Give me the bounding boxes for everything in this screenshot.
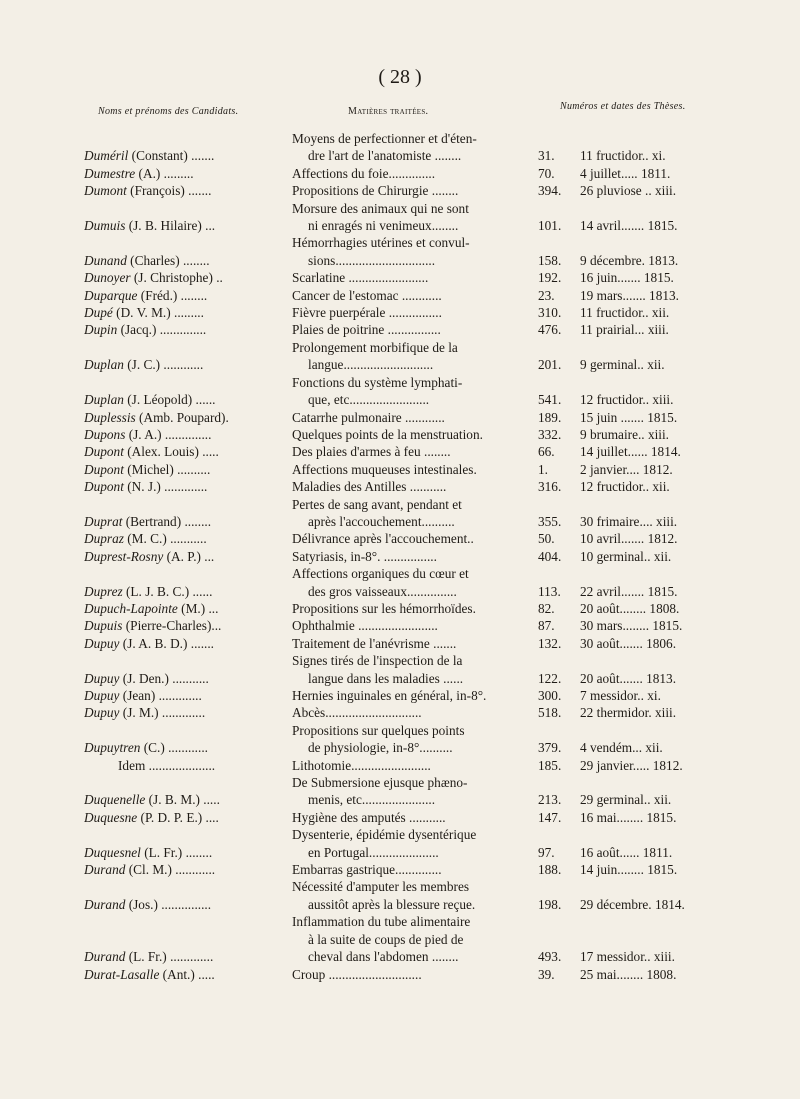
thesis-date: 9 germinal.. xii.	[580, 357, 665, 373]
candidate-surname: Duplan	[84, 357, 124, 373]
subject-line: Maladies des Antilles ...........	[292, 479, 447, 495]
subject-treated	[288, 339, 530, 374]
thesis-date: 16 juin....... 1815.	[580, 270, 674, 286]
subject-treated	[288, 165, 530, 182]
candidate-name	[84, 200, 288, 235]
candidate-name	[84, 339, 288, 374]
thesis-number: 39.	[538, 966, 555, 982]
candidate-name	[84, 165, 288, 182]
subject-line: dre l'art de l'anatomiste ........	[308, 148, 462, 164]
candidate-surname: Dumuis	[84, 218, 126, 234]
thesis-date: 11 fructidor.. xii.	[580, 305, 670, 321]
subject-line: Scarlatine ........................	[292, 270, 429, 286]
thesis-table	[84, 130, 740, 983]
table-row	[84, 774, 740, 809]
header-names: Noms et prénoms des Candidats.	[98, 106, 239, 117]
subject-line: De Submersione ejusque phæno-	[292, 775, 468, 791]
thesis-number: 122.	[538, 670, 562, 686]
candidate-name	[84, 635, 288, 652]
thesis-date: 14 juillet...... 1814.	[580, 444, 681, 460]
subject-treated	[288, 704, 530, 721]
thesis-number: 192.	[538, 270, 562, 286]
subject-line: Hémorrhagies utérines et convul-	[292, 235, 470, 251]
thesis-date: 29 germinal.. xii.	[580, 792, 672, 808]
subject-line: sions..............................	[308, 252, 436, 268]
subject-line: aussitôt après la blessure reçue.	[308, 896, 476, 912]
thesis-date: 30 août....... 1806.	[580, 635, 677, 651]
candidate-name	[84, 478, 288, 495]
subject-line: Affections muqueuses intestinales.	[292, 461, 477, 477]
subject-treated	[288, 130, 530, 165]
candidate-given-name: (J. A. B. D.) .......	[119, 635, 215, 651]
candidate-given-name: (M. C.) ...........	[123, 531, 207, 547]
table-row	[84, 861, 740, 878]
candidate-surname: Duprest-Rosny	[84, 548, 164, 564]
thesis-date: 30 mars........ 1815.	[580, 618, 683, 634]
candidate-name	[84, 130, 288, 165]
subject-treated	[288, 809, 530, 826]
candidate-given-name: (N. J.) .............	[123, 479, 208, 495]
table-row	[84, 478, 740, 495]
subject-treated	[288, 966, 530, 983]
thesis-number: 394.	[538, 183, 562, 199]
candidate-name	[84, 966, 288, 983]
table-row	[84, 913, 740, 965]
candidate-name	[84, 269, 288, 286]
candidate-surname: Duparque	[84, 287, 138, 303]
subject-treated	[288, 774, 530, 809]
thesis-number: 518.	[538, 705, 562, 721]
thesis-date: 10 avril....... 1812.	[580, 531, 678, 547]
table-row	[84, 130, 740, 165]
subject-line: Propositions sur quelques points	[292, 722, 465, 738]
candidate-given-name: (Cl. M.) ............	[125, 862, 216, 878]
subject-line: à la suite de coups de pied de	[308, 931, 464, 947]
candidate-given-name: (Alex. Louis) .....	[123, 444, 219, 460]
candidate-given-name: (Jean) .............	[119, 688, 202, 703]
subject-treated	[288, 635, 530, 652]
candidate-name	[84, 234, 288, 269]
subject-treated	[288, 548, 530, 565]
subject-line: Quelques points de la menstruation.	[292, 426, 483, 442]
thesis-date: 14 avril....... 1815.	[580, 218, 678, 234]
table-row	[84, 617, 740, 634]
table-row	[84, 966, 740, 983]
candidate-given-name: (L. Fr.) ........	[140, 844, 213, 860]
subject-line: Affections du foie..............	[292, 165, 436, 181]
table-row	[84, 496, 740, 531]
subject-line: après l'accouchement..........	[308, 513, 455, 529]
candidate-surname: Dupont	[84, 461, 124, 477]
thesis-date: 25 mai........ 1808.	[580, 966, 677, 982]
thesis-date: 7 messidor.. xi.	[580, 688, 661, 703]
subject-line: des gros vaisseaux...............	[308, 583, 457, 599]
thesis-date: 26 pluviose .. xiii.	[580, 183, 677, 199]
candidate-name	[84, 809, 288, 826]
subject-line: Ophthalmie ........................	[292, 618, 438, 634]
thesis-number: 87.	[538, 618, 555, 634]
thesis-number: 158.	[538, 252, 562, 268]
candidate-given-name: (Ant.) .....	[159, 966, 215, 982]
thesis-date: 2 janvier.... 1812.	[580, 461, 673, 477]
candidate-name	[84, 878, 288, 913]
candidate-given-name: (J. Christophe) ..	[130, 270, 223, 286]
subject-treated	[288, 182, 530, 199]
candidate-name	[84, 687, 288, 704]
subject-line: Fièvre puerpérale ................	[292, 305, 442, 321]
candidate-name	[84, 182, 288, 199]
subject-line: Nécessité d'amputer les membres	[292, 879, 470, 895]
candidate-surname: Duplessis	[84, 409, 136, 425]
candidate-given-name: (L. J. B. C.) ......	[122, 583, 213, 599]
subject-line: en Portugal.....................	[308, 844, 439, 860]
thesis-number: 201.	[538, 357, 562, 373]
candidate-name	[84, 409, 288, 426]
thesis-number: 355.	[538, 513, 562, 529]
thesis-date: 12 fructidor.. xii.	[580, 479, 670, 495]
table-row	[84, 565, 740, 600]
candidate-surname: Durand	[84, 896, 126, 912]
table-row	[84, 878, 740, 913]
table-row	[84, 165, 740, 182]
candidate-given-name: (J. Léopold) ......	[123, 392, 216, 408]
subject-line: Lithotomie........................	[292, 757, 431, 773]
subject-treated	[288, 617, 530, 634]
subject-line: Moyens de perfectionner et d'éten-	[292, 131, 477, 146]
candidate-name	[84, 426, 288, 443]
thesis-date: 11 prairial... xiii.	[580, 322, 669, 338]
thesis-number: 300.	[538, 688, 562, 703]
subject-treated	[288, 461, 530, 478]
candidate-given-name: (P. D. P. E.) ....	[137, 809, 219, 825]
thesis-number: 66.	[538, 444, 555, 460]
thesis-number: 493.	[538, 949, 562, 965]
table-row	[84, 339, 740, 374]
table-row	[84, 182, 740, 199]
candidate-given-name: (J. M.) .............	[119, 705, 206, 721]
candidate-name	[84, 443, 288, 460]
table-row	[84, 374, 740, 409]
thesis-number: 147.	[538, 809, 562, 825]
candidate-given-name: (L. Fr.) .............	[125, 949, 214, 965]
subject-line: Hygiène des amputés ...........	[292, 809, 446, 825]
subject-line: de physiologie, in-8°..........	[308, 740, 453, 756]
candidate-surname: Duprez	[84, 583, 123, 599]
candidate-given-name: (Jacq.) ..............	[117, 322, 207, 338]
subject-line: ni enragés ni venimeux........	[308, 218, 459, 234]
thesis-date: 12 fructidor.. xiii.	[580, 392, 674, 408]
candidate-surname: Dupuy	[84, 705, 120, 721]
candidate-given-name: (J. B. M.) .....	[145, 792, 220, 808]
thesis-date: 11 fructidor.. xi.	[580, 148, 666, 164]
subject-treated	[288, 600, 530, 617]
candidate-surname: Dupé	[84, 305, 113, 321]
thesis-date: 9 décembre. 1813.	[580, 252, 679, 268]
subject-line: Cancer de l'estomac ............	[292, 287, 442, 303]
subject-line: langue dans les maladies ......	[308, 670, 464, 686]
candidate-surname: Duméril	[84, 148, 129, 164]
subject-treated	[288, 826, 530, 861]
subject-treated	[288, 861, 530, 878]
thesis-number: 82.	[538, 600, 555, 616]
candidate-given-name: (M.) ...	[177, 600, 219, 616]
candidate-surname: Dupraz	[84, 531, 124, 547]
thesis-number: 132.	[538, 635, 562, 651]
candidate-given-name: Idem ....................	[118, 757, 216, 773]
subject-line: Dysenterie, épidémie dysentérique	[292, 827, 477, 843]
subject-treated	[288, 409, 530, 426]
subject-treated	[288, 200, 530, 235]
table-row	[84, 652, 740, 687]
table-row	[84, 722, 740, 757]
subject-line: Traitement de l'anévrisme .......	[292, 635, 457, 651]
subject-treated	[288, 374, 530, 409]
subject-line: Fonctions du système lymphati-	[292, 374, 463, 390]
subject-treated	[288, 478, 530, 495]
subject-treated	[288, 304, 530, 321]
table-row	[84, 826, 740, 861]
candidate-name	[84, 757, 288, 774]
candidate-name	[84, 287, 288, 304]
thesis-number: 113.	[538, 583, 561, 599]
candidate-surname: Dunand	[84, 252, 127, 268]
candidate-surname: Durand	[84, 862, 126, 878]
thesis-date: 4 juillet..... 1811.	[580, 165, 671, 181]
subject-treated	[288, 757, 530, 774]
thesis-number: 185.	[538, 757, 562, 773]
table-row	[84, 757, 740, 774]
candidate-surname: Duprat	[84, 513, 123, 529]
table-row	[84, 530, 740, 547]
table-row	[84, 409, 740, 426]
table-row	[84, 321, 740, 338]
candidate-name	[84, 617, 288, 634]
table-row	[84, 704, 740, 721]
subject-line: Propositions de Chirurgie ........	[292, 183, 459, 199]
candidate-given-name: (Constant) .......	[128, 148, 215, 164]
table-row	[84, 287, 740, 304]
candidate-name	[84, 565, 288, 600]
subject-line: Plaies de poitrine ................	[292, 322, 441, 338]
table-row	[84, 443, 740, 460]
candidate-name	[84, 374, 288, 409]
candidate-surname: Dumestre	[84, 165, 136, 181]
thesis-number: 213.	[538, 792, 562, 808]
subject-treated	[288, 443, 530, 460]
subject-line: Délivrance après l'accouchement..	[292, 531, 474, 547]
candidate-surname: Dupuch-Lapointe	[84, 600, 178, 616]
thesis-date: 22 avril....... 1815.	[580, 583, 678, 599]
subject-treated	[288, 878, 530, 913]
thesis-number: 198.	[538, 896, 562, 912]
candidate-surname: Dupons	[84, 426, 126, 442]
header-subjects: Matières traitées.	[348, 106, 429, 117]
candidate-name	[84, 461, 288, 478]
thesis-number: 31.	[538, 148, 555, 164]
thesis-number: 541.	[538, 392, 562, 408]
candidate-given-name: (J. C.) ............	[123, 357, 204, 373]
candidate-surname: Durat-Lasalle	[84, 966, 160, 982]
thesis-date: 16 mai........ 1815.	[580, 809, 677, 825]
subject-line: Morsure des animaux qui ne sont	[292, 200, 469, 216]
candidate-given-name: (J. Den.) ...........	[119, 670, 209, 686]
candidate-name	[84, 304, 288, 321]
subject-line: Des plaies d'armes à feu ........	[292, 444, 451, 460]
candidate-surname: Dupuy	[84, 635, 120, 651]
candidate-surname: Durand	[84, 949, 126, 965]
subject-line: Pertes de sang avant, pendant et	[292, 496, 462, 512]
candidate-given-name: (Pierre-Charles)...	[122, 618, 222, 634]
table-row	[84, 600, 740, 617]
subject-line: Hernies inguinales en général, in-8°.	[292, 688, 487, 703]
candidate-name	[84, 548, 288, 565]
candidate-given-name: (Fréd.) ........	[137, 287, 208, 303]
thesis-number: 70.	[538, 165, 555, 181]
thesis-date: 20 août....... 1813.	[580, 670, 677, 686]
subject-line: Signes tirés de l'inspection de la	[292, 653, 463, 669]
candidate-given-name: (Charles) ........	[126, 252, 210, 268]
candidate-given-name: (A.) .........	[135, 165, 194, 181]
thesis-number: 23.	[538, 287, 555, 303]
candidate-surname: Dupuy	[84, 670, 120, 686]
candidate-name	[84, 530, 288, 547]
candidate-surname: Dupuis	[84, 618, 123, 634]
subject-line: Inflammation du tube alimentaire	[292, 914, 471, 930]
thesis-number: 310.	[538, 305, 562, 321]
subject-line: langue...........................	[308, 357, 434, 373]
thesis-number: 404.	[538, 548, 562, 564]
candidate-name	[84, 496, 288, 531]
thesis-date: 19 mars....... 1813.	[580, 287, 679, 303]
candidate-surname: Dupuytren	[84, 740, 141, 756]
subject-line: cheval dans l'abdomen ........	[308, 949, 459, 965]
subject-line: Croup ............................	[292, 966, 422, 982]
table-row	[84, 234, 740, 269]
subject-line: Prolongement morbifique de la	[292, 339, 458, 355]
candidate-surname: Dupuy	[84, 688, 120, 703]
candidate-surname: Duquesnel	[84, 844, 141, 860]
table-row	[84, 461, 740, 478]
table-row	[84, 200, 740, 235]
subject-line: que, etc........................	[308, 392, 430, 408]
thesis-date: 20 août........ 1808.	[580, 600, 680, 616]
subject-line: Embarras gastrique..............	[292, 862, 442, 878]
header-theses: Numéros et dates des Thèses.	[560, 101, 686, 112]
candidate-given-name: (C.) ............	[140, 740, 208, 756]
subject-treated	[288, 652, 530, 687]
candidate-given-name: (D. V. M.) .........	[112, 305, 204, 321]
candidate-name	[84, 913, 288, 965]
candidate-name	[84, 600, 288, 617]
subject-line: menis, etc......................	[308, 792, 436, 808]
thesis-date: 4 vendém... xii.	[580, 740, 663, 756]
candidate-given-name: (Michel) ..........	[123, 461, 211, 477]
candidate-surname: Duquenelle	[84, 792, 146, 808]
candidate-surname: Dupin	[84, 322, 118, 338]
subject-line: Affections organiques du cœur et	[292, 566, 469, 582]
thesis-number: 379.	[538, 740, 562, 756]
candidate-name	[84, 826, 288, 861]
candidate-name	[84, 321, 288, 338]
candidate-given-name: (Bertrand) ........	[122, 513, 212, 529]
candidate-name	[84, 722, 288, 757]
candidate-name	[84, 704, 288, 721]
thesis-date: 22 thermidor. xiii.	[580, 705, 677, 721]
subject-treated	[288, 496, 530, 531]
subject-treated	[288, 565, 530, 600]
thesis-number: 188.	[538, 862, 562, 878]
subject-treated	[288, 722, 530, 757]
subject-line: Catarrhe pulmonaire ............	[292, 409, 445, 425]
thesis-number: 1.	[538, 461, 548, 477]
candidate-given-name: (A. P.) ...	[163, 548, 215, 564]
table-row	[84, 548, 740, 565]
table-row	[84, 687, 740, 704]
candidate-given-name: (J. A.) ..............	[125, 426, 212, 442]
subject-treated	[288, 287, 530, 304]
thesis-number: 332.	[538, 426, 562, 442]
subject-treated	[288, 530, 530, 547]
table-row	[84, 426, 740, 443]
thesis-date: 30 frimaire.... xiii.	[580, 513, 678, 529]
subject-line: Abcès.............................	[292, 705, 422, 721]
thesis-number: 189.	[538, 409, 562, 425]
candidate-given-name: (Amb. Poupard).	[135, 409, 229, 425]
candidate-name	[84, 652, 288, 687]
candidate-surname: Dumont	[84, 183, 127, 199]
candidate-surname: Dupont	[84, 444, 124, 460]
subject-line: Satyriasis, in-8°. ................	[292, 548, 437, 564]
thesis-number: 316.	[538, 479, 562, 495]
thesis-date: 9 brumaire.. xiii.	[580, 426, 669, 442]
thesis-number: 50.	[538, 531, 555, 547]
candidate-name	[84, 861, 288, 878]
candidate-surname: Duplan	[84, 392, 124, 408]
thesis-date: 29 décembre. 1814.	[580, 896, 685, 912]
candidate-given-name: (J. B. Hilaire) ...	[125, 218, 216, 234]
thesis-number: 101.	[538, 218, 562, 234]
table-row	[84, 304, 740, 321]
subject-treated	[288, 913, 530, 965]
thesis-date: 16 août...... 1811.	[580, 844, 673, 860]
thesis-date: 14 juin........ 1815.	[580, 862, 678, 878]
thesis-date: 17 messidor.. xiii.	[580, 949, 675, 965]
candidate-name	[84, 774, 288, 809]
subject-treated	[288, 234, 530, 269]
candidate-given-name: (François) .......	[126, 183, 212, 199]
candidate-surname: Dupont	[84, 479, 124, 495]
thesis-date: 15 juin ....... 1815.	[580, 409, 678, 425]
thesis-date: 10 germinal.. xii.	[580, 548, 672, 564]
table-row	[84, 635, 740, 652]
thesis-number: 97.	[538, 844, 555, 860]
thesis-number: 476.	[538, 322, 562, 338]
thesis-date: 29 janvier..... 1812.	[580, 757, 683, 773]
candidate-surname: Dunoyer	[84, 270, 131, 286]
table-row	[84, 269, 740, 286]
candidate-given-name: (Jos.) ...............	[125, 896, 212, 912]
subject-treated	[288, 687, 530, 704]
page-number: ( 28 )	[378, 66, 422, 88]
subject-treated	[288, 426, 530, 443]
subject-line: Propositions sur les hémorrhoïdes.	[292, 600, 476, 616]
subject-treated	[288, 321, 530, 338]
table-row	[84, 809, 740, 826]
candidate-surname: Duquesne	[84, 809, 138, 825]
subject-treated	[288, 269, 530, 286]
